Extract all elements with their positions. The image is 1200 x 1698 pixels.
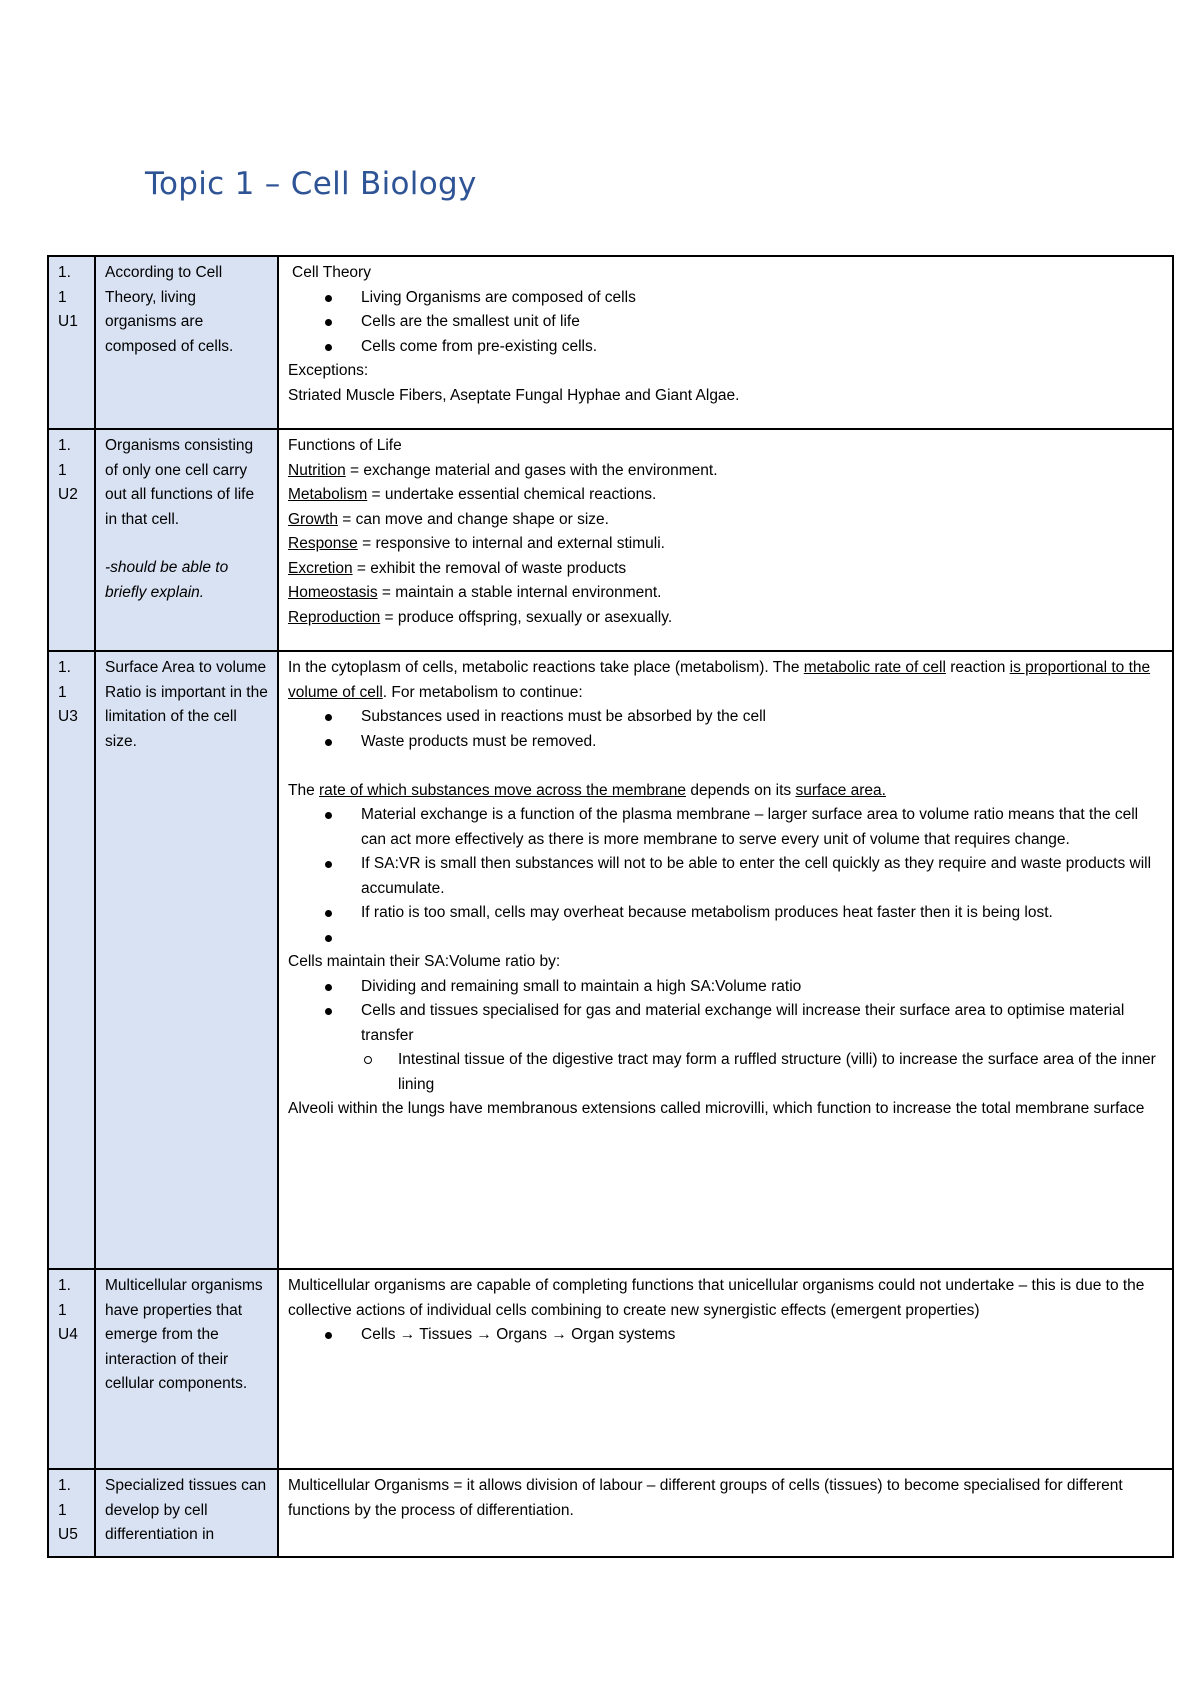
function-term: Metabolism xyxy=(288,486,368,503)
function-line xyxy=(288,483,1163,508)
row-id-part: 1 xyxy=(58,288,67,306)
sub-bullet-list xyxy=(288,1048,1163,1097)
notes-cell xyxy=(278,1469,1173,1557)
function-term: Reproduction xyxy=(288,608,381,626)
row-id-part: 1 xyxy=(58,1301,67,1319)
page-title: Topic 1 – Cell Biology xyxy=(145,166,477,202)
function-line xyxy=(288,606,1163,631)
list-item xyxy=(361,926,1163,951)
row-id-part: U5 xyxy=(58,1526,78,1543)
bullet-list xyxy=(288,1323,1163,1348)
text-run: reaction xyxy=(945,659,1010,676)
function-line xyxy=(288,532,1163,557)
row-id-cell xyxy=(48,1269,95,1469)
notes-table xyxy=(47,255,1174,1558)
bullet-list xyxy=(288,975,1163,1049)
function-term: Growth xyxy=(288,510,338,528)
understanding-statement: Surface Area to volume Ratio is important in the limitation of the cell size. xyxy=(105,659,268,750)
table-row xyxy=(48,1269,1173,1469)
text-run: . For metabolism to continue: xyxy=(382,683,583,701)
function-desc: = exchange material and gases with the environment. xyxy=(345,461,718,479)
row-id-part: 1. xyxy=(58,659,71,676)
row-id-part: 1 xyxy=(58,683,67,701)
table-row xyxy=(48,256,1173,429)
row-id-cell xyxy=(48,256,95,429)
text-run: In the cytoplasm of cells, metabolic reactions take place (metabolism). The xyxy=(288,659,804,676)
function-term: Nutrition xyxy=(288,461,346,479)
section-heading: Functions of Life xyxy=(288,437,402,454)
understanding-statement-cell xyxy=(95,256,278,429)
list-item: Cells come from pre-existing cells. xyxy=(361,335,1163,360)
function-desc: = can move and change shape or size. xyxy=(337,510,609,528)
explain-note: -should be able to briefly explain. xyxy=(105,559,229,601)
notes-cell xyxy=(278,256,1173,429)
list-item: If ratio is too small, cells may overheat because metabolism produces heat faster then it is being lost. xyxy=(361,901,1163,926)
understanding-statement-cell xyxy=(95,651,278,1269)
paragraph: Alveoli within the lungs have membranous extensions called microvilli, which function to increase the total membrane surface xyxy=(288,1100,1145,1117)
understanding-statement-cell xyxy=(95,1469,278,1557)
bullet-list xyxy=(288,705,1163,754)
table-row xyxy=(48,429,1173,651)
list-item: Cells are the smallest unit of life xyxy=(361,310,1163,335)
text-run: The xyxy=(288,781,320,799)
bullet-list xyxy=(288,286,1163,360)
row-id-part: U2 xyxy=(58,486,78,503)
paragraph: Cells maintain their SA:Volume ratio by: xyxy=(288,953,561,970)
underlined-text: surface area. xyxy=(795,781,886,799)
row-id-cell xyxy=(48,429,95,651)
list-item: Cells and tissues specialised for gas and material exchange will increase their surface area to optimise material transfer xyxy=(361,999,1163,1048)
row-id-part: U3 xyxy=(58,708,78,725)
function-line xyxy=(288,581,1163,606)
row-id-part: U1 xyxy=(58,313,78,330)
exceptions-text: Striated Muscle Fibers, Aseptate Fungal Hyphae and Giant Algae. xyxy=(288,386,740,404)
list-item: Waste products must be removed. xyxy=(361,730,1163,755)
text-run: depends on its xyxy=(686,781,796,799)
row-id-part: 1. xyxy=(58,1277,71,1294)
notes-cell xyxy=(278,429,1173,651)
function-line xyxy=(288,459,1163,484)
list-item: Dividing and remaining small to maintain a high SA:Volume ratio xyxy=(361,975,1163,1000)
exceptions-label: Exceptions: xyxy=(288,362,369,379)
list-item: Material exchange is a function of the plasma membrane – larger surface area to volume ratio means that the cell can act more effectively as there is more membrane to serve every unit of volume that requires change. xyxy=(361,803,1163,852)
row-id-part: 1. xyxy=(58,437,71,454)
paragraph xyxy=(288,656,1163,705)
row-id-part: 1 xyxy=(58,1501,67,1519)
function-desc: = responsive to internal and external stimuli. xyxy=(357,535,665,552)
function-desc: = maintain a stable internal environment. xyxy=(377,584,662,601)
function-term: Response xyxy=(288,535,358,552)
row-id-cell xyxy=(48,651,95,1269)
understanding-statement: According to Cell Theory, living organisms are composed of cells. xyxy=(105,264,234,355)
row-id-part: 1. xyxy=(58,264,71,281)
table-row xyxy=(48,651,1173,1269)
understanding-statement: Multicellular organisms have properties that emerge from the interaction of their cellular components. xyxy=(105,1277,263,1392)
underlined-text: rate of which substances move across the membrane xyxy=(319,781,687,799)
row-id-part: 1 xyxy=(58,461,67,479)
row-id-cell xyxy=(48,1469,95,1557)
paragraph xyxy=(288,779,1163,804)
list-item: If SA:VR is small then substances will not to be able to enter the cell quickly as they require and waste products will accumulate. xyxy=(361,852,1163,901)
function-line xyxy=(288,508,1163,533)
sub-list-item: Intestinal tissue of the digestive tract may form a ruffled structure (villi) to increase the surface area of the inner lining xyxy=(398,1048,1163,1097)
understanding-statement: Specialized tissues can develop by cell differentiation in xyxy=(105,1477,267,1543)
list-item: Substances used in reactions must be absorbed by the cell xyxy=(361,705,1163,730)
function-line xyxy=(288,557,1163,582)
row-id-part: U4 xyxy=(58,1326,78,1343)
function-desc: = produce offspring, sexually or asexually. xyxy=(380,608,673,626)
underlined-text: is proportional to the volume of cell xyxy=(288,659,1151,701)
function-term: Excretion xyxy=(288,559,353,577)
section-heading: Cell Theory xyxy=(292,264,371,281)
bullet-list xyxy=(288,803,1163,950)
function-desc: = exhibit the removal of waste products xyxy=(352,559,627,577)
underlined-text: metabolic rate of cell xyxy=(803,659,946,676)
understanding-statement-cell xyxy=(95,429,278,651)
table-row xyxy=(48,1469,1173,1557)
list-item: Cells → Tissues → Organs → Organ systems xyxy=(361,1323,1163,1348)
function-desc: = undertake essential chemical reactions. xyxy=(367,486,657,503)
function-term: Homeostasis xyxy=(288,584,378,601)
understanding-statement: Organisms consisting of only one cell carry out all functions of life in that cell. xyxy=(105,437,255,528)
notes-cell xyxy=(278,1269,1173,1469)
notes-cell xyxy=(278,651,1173,1269)
understanding-statement-cell xyxy=(95,1269,278,1469)
list-item: Living Organisms are composed of cells xyxy=(361,286,1163,311)
paragraph: Multicellular organisms are capable of completing functions that unicellular organisms could not undertake – this is due to the collective actions of individual cells combining to create new synergistic effects (emergent properties) xyxy=(288,1277,1145,1319)
row-id-part: 1. xyxy=(58,1477,71,1494)
paragraph: Multicellular Organisms = it allows division of labour – different groups of cells (tissues) to become specialised for different functions by the process of differentiation. xyxy=(288,1477,1123,1519)
